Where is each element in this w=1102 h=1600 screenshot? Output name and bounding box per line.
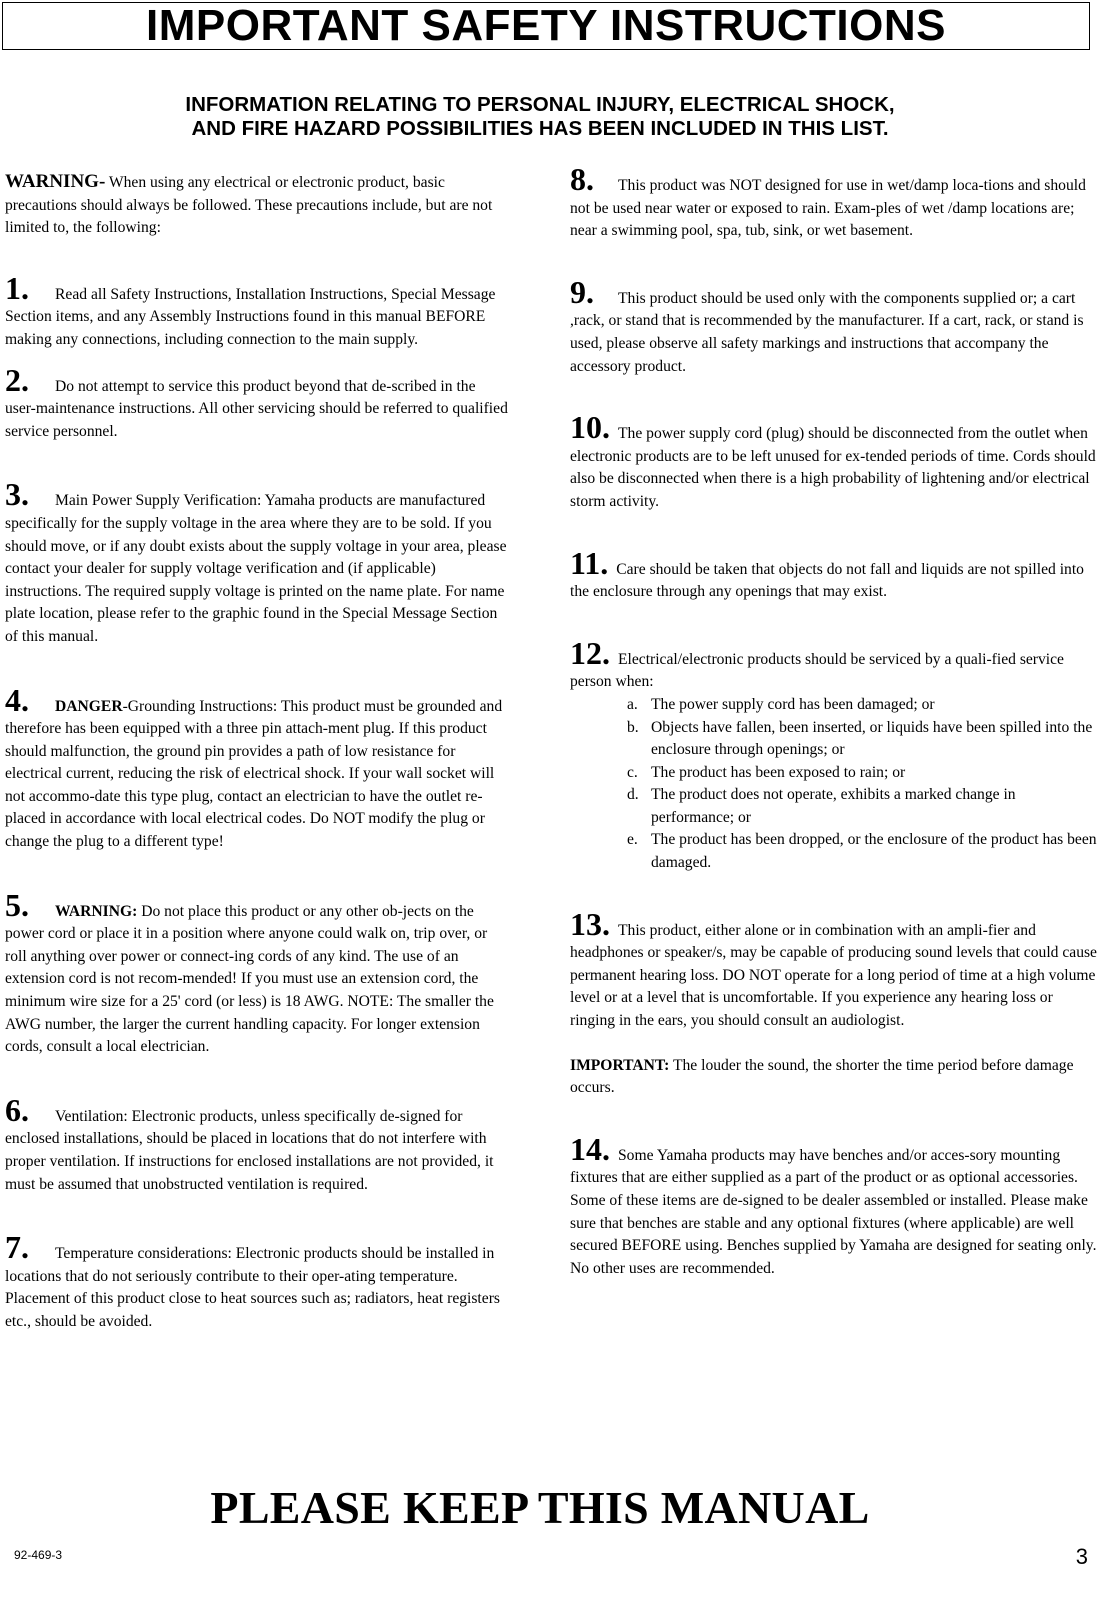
item-number-4: 4. — [5, 681, 29, 718]
instruction-item-6 — [5, 1091, 510, 1196]
sublist-letter-b: b. — [627, 718, 639, 736]
instruction-item-14 — [570, 1130, 1097, 1281]
instruction-item-9 — [570, 273, 1097, 378]
item-12-sublist — [570, 694, 1097, 875]
sublist-item-b — [570, 717, 1097, 762]
item-text-2: Do not attempt to service this product beyond that de-scribed in the user-maintenance instructions. All other servicing should be referred to qualified service personnel. — [5, 377, 508, 440]
instruction-item-10 — [570, 409, 1097, 513]
item-text-7: Temperature considerations: Electronic products should be installed in locations that do not seriously contribute to their oper-ating temperature. Placement of this product close to heat sources such as; radiators, heat registers etc., should be avoided. — [5, 1245, 500, 1330]
subtitle-line-2: AND FIRE HAZARD POSSIBILITIES HAS BEEN INCLUDED IN THIS LIST. — [191, 117, 889, 140]
item-number-3: 3. — [5, 476, 29, 513]
intro-warning-label: WARNING- — [5, 171, 106, 192]
instruction-item-7 — [5, 1229, 510, 1333]
sublist-text-a: The power supply cord has been damaged; or — [651, 695, 935, 713]
item-number-7: 7. — [5, 1229, 29, 1266]
danger-label: DANGER — [55, 697, 123, 715]
item-number-11: 11. — [570, 544, 609, 581]
sublist-letter-a: a. — [627, 695, 638, 713]
item-text-8: This product was NOT designed for use in wet/damp loca-tions and should not be used near water or exposed to rain. Exam-ples of wet /damp locations are; near a swimming pool, spa, tub, sink, or wet basement. — [570, 177, 1086, 240]
right-column — [570, 161, 1097, 1280]
sublist-item-a — [570, 694, 1097, 717]
title-box — [2, 2, 1090, 50]
item-text-14: Some Yamaha products may have benches and/or acces-sory mounting fixtures that are either supplied as a part of the product or as optional accessories. Some of these items are de-signed to be dealer assembled or installed. Please make sure that benches are stable and any optional fixtures (where applicable) are well secured BEFORE using. Benches supplied by Yamaha are designed for seating only. No other uses are recommended. — [570, 1146, 1097, 1277]
sublist-item-d — [570, 784, 1097, 829]
item-number-12: 12. — [570, 634, 610, 671]
subtitle-line-1: INFORMATION RELATING TO PERSONAL INJURY, ELECTRICAL SHOCK, — [185, 93, 895, 116]
instruction-item-8 — [570, 161, 1097, 243]
sublist-letter-e: e. — [627, 831, 638, 849]
item-number-10: 10. — [570, 409, 610, 446]
item-text-10: The power supply cord (plug) should be disconnected from the outlet when electronic products are to be left unused for ex-tended periods of time. Cords should also be disconnected when there is a high probability of lightening and/or electrical storm activity. — [570, 425, 1096, 510]
instruction-item-3 — [5, 476, 510, 648]
intro-paragraph — [5, 171, 510, 240]
important-label: IMPORTANT: — [570, 1056, 670, 1074]
instruction-item-13 — [570, 905, 1097, 1033]
item-text-11: Care should be taken that objects do not fall and liquids are not spilled into the enclosure through any openings that may exist. — [570, 560, 1084, 601]
document-number: 92-469-3 — [14, 1548, 63, 1562]
item-number-14: 14. — [570, 1130, 610, 1167]
sublist-text-e: The product has been dropped, or the enclosure of the product has been damaged. — [651, 831, 1097, 872]
instruction-item-11 — [570, 544, 1097, 604]
item-number-6: 6. — [5, 1091, 29, 1128]
page-title: IMPORTANT SAFETY INSTRUCTIONS — [146, 1, 946, 50]
warning-label: WARNING: — [55, 902, 138, 920]
item-number-1: 1. — [5, 269, 29, 306]
item-number-13: 13. — [570, 905, 610, 942]
keep-manual-notice: PLEASE KEEP THIS MANUAL — [210, 1482, 870, 1533]
sublist-letter-c: c. — [627, 763, 638, 781]
item-text-3: Main Power Supply Verification: Yamaha products are manufactured specifically for the supply voltage in the area where they are to be sold. If you should move, or if any doubt exists about the supply voltage in your area, please contact your dealer for supply voltage verification and (if applicable) instructions. The required supply voltage is printed on the name plate. For name plate location, please refer to the graphic found in the Special Message Section of this manual. — [5, 492, 507, 645]
instruction-item-4 — [5, 681, 510, 854]
subtitle — [0, 93, 1080, 141]
item-text-6: Ventilation: Electronic products, unless specifically de-signed for enclosed installations, should be placed in locations that do not interfere with proper ventilation. If instructions for enclosed installations are not provided, it must be assumed that unobstructed ventilation is required. — [5, 1107, 494, 1193]
item-text-4: -Grounding Instructions: This product must be grounded and therefore has been equipped with a three pin attach-ment plug. If this product should malfunction, the ground pin provides a path of low resistance for electrical current, reducing the risk of electrical shock. If your wall socket will not accommo-date this type plug, contact an electrician to have the outlet re-placed in accordance with local electrical codes. Do NOT modify the plug or change the plug to a different type! — [5, 697, 503, 851]
intro-text: When using any electrical or electronic product, basic precautions should always be followed. These precautions include, but are not limited to, the following: — [5, 174, 493, 237]
item-12-intro — [570, 634, 1097, 694]
important-text: The louder the sound, the shorter the time period before damage occurs. — [570, 1056, 1074, 1097]
item-number-5: 5. — [5, 886, 29, 923]
item-number-8: 8. — [570, 161, 594, 197]
sublist-letter-d: d. — [627, 786, 639, 804]
instruction-item-1 — [5, 269, 510, 352]
left-column — [5, 171, 510, 1334]
sublist-text-b: Objects have fallen, been inserted, or liquids have been spilled into the enclosure through openings; or — [651, 718, 1093, 759]
sublist-item-c — [570, 762, 1097, 785]
item-number-9: 9. — [570, 273, 594, 310]
item-text-1: Read all Safety Instructions, Installation Instructions, Special Message Section items, and any Assembly Instructions found in this manual BEFORE making any connections, including connection to the main supply. — [5, 285, 496, 348]
item-text-12: Electrical/electronic products should be serviced by a quali-fied service person when: — [570, 650, 1064, 691]
instruction-item-12 — [570, 634, 1097, 875]
important-note — [570, 1055, 1097, 1100]
sublist-text-c: The product has been exposed to rain; or — [651, 763, 906, 781]
item-text-13: This product, either alone or in combination with an ampli-fier and headphones or speaker/s, may be capable of producing sound levels that could cause permanent hearing loss. DO NOT operate for a long period of time at a high volume level or at a level that is uncomfortable. If you experience any hearing loss or ringing in the ears, you should consult an audiologist. — [570, 921, 1097, 1030]
instruction-item-2 — [5, 361, 510, 444]
page-number: 3 — [1075, 1544, 1088, 1569]
item-text-5: Do not place this product or any other ob-jects on the power cord or place it in a position where anyone could walk on, trip over, or roll anything over power or connect-ing cords of any kind. The use of an extension cord is not recom-mended! If you must use an extension cord, the minimum wire size for a 25' cord (or less) is 18 AWG. NOTE: The smaller the AWG number, the larger the current handling capacity. For longer extension cords, consult a local electrician. — [5, 902, 494, 1056]
item-text-9: This product should be used only with the components supplied or; a cart ,rack, or stand that is recommended by the manufacturer. If a cart, rack, or stand is used, please observe all safety markings and instructions that accompany the accessory product. — [570, 289, 1084, 375]
sublist-text-d: The product does not operate, exhibits a marked change in performance; or — [651, 786, 1016, 826]
item-number-2: 2. — [5, 361, 29, 398]
instruction-item-5 — [5, 886, 510, 1059]
sublist-item-e — [570, 829, 1097, 874]
